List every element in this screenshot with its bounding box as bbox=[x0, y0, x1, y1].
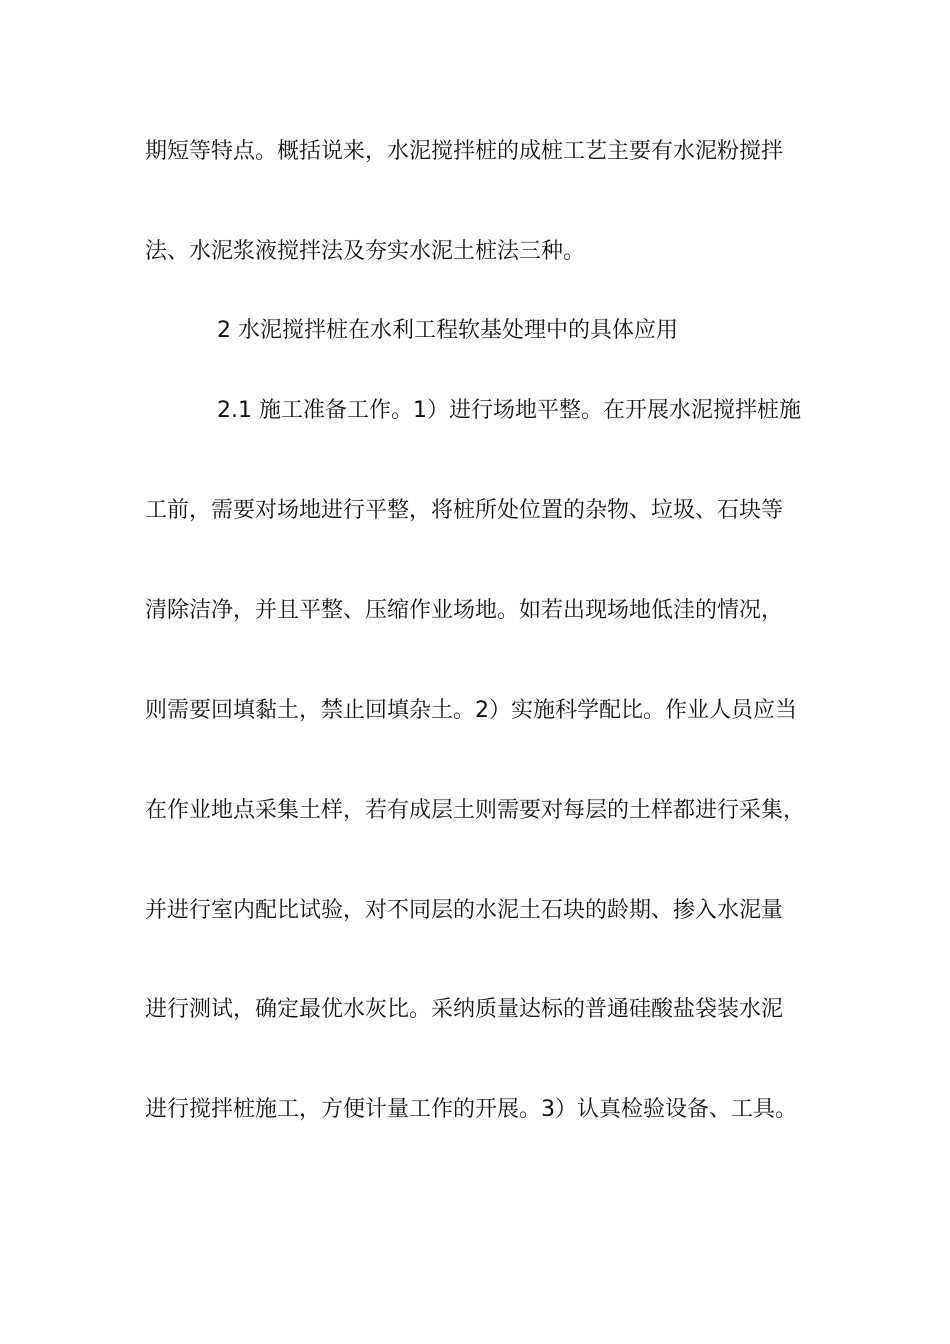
paragraph-line-4: 2.1 施工准备工作。1）进行场地平整。在开展水泥搅拌桩施 bbox=[217, 398, 801, 423]
paragraph-line-10: 进行测试，确定最优水灰比。采纳质量达标的普通硅酸盐袋装水泥 bbox=[145, 997, 784, 1022]
section-heading: 2 水泥搅拌桩在水利工程软基处理中的具体应用 bbox=[217, 318, 678, 343]
paragraph-line-6: 清除洁净，并且平整、压缩作业场地。如若出现场地低洼的情况， bbox=[145, 598, 784, 623]
paragraph-line-11: 进行搅拌桩施工，方便计量工作的开展。3）认真检验设备、工具。 bbox=[145, 1097, 797, 1122]
paragraph-line-7: 则需要回填黏土，禁止回填杂土。2）实施科学配比。作业人员应当 bbox=[145, 698, 797, 723]
paragraph-line-8: 在作业地点采集土样，若有成层土则需要对每层的土样都进行采集， bbox=[145, 798, 806, 823]
paragraph-line-5: 工前，需要对场地进行平整，将桩所处位置的杂物、垃圾、石块等 bbox=[145, 498, 784, 523]
paragraph-line-9: 并进行室内配比试验，对不同层的水泥土石块的龄期、掺入水泥量 bbox=[145, 898, 784, 923]
paragraph-line-1: 期短等特点。概括说来，水泥搅拌桩的成桩工艺主要有水泥粉搅拌 bbox=[145, 139, 784, 164]
paragraph-line-2: 法、水泥浆液搅拌法及夯实水泥土桩法三种。 bbox=[145, 239, 586, 264]
